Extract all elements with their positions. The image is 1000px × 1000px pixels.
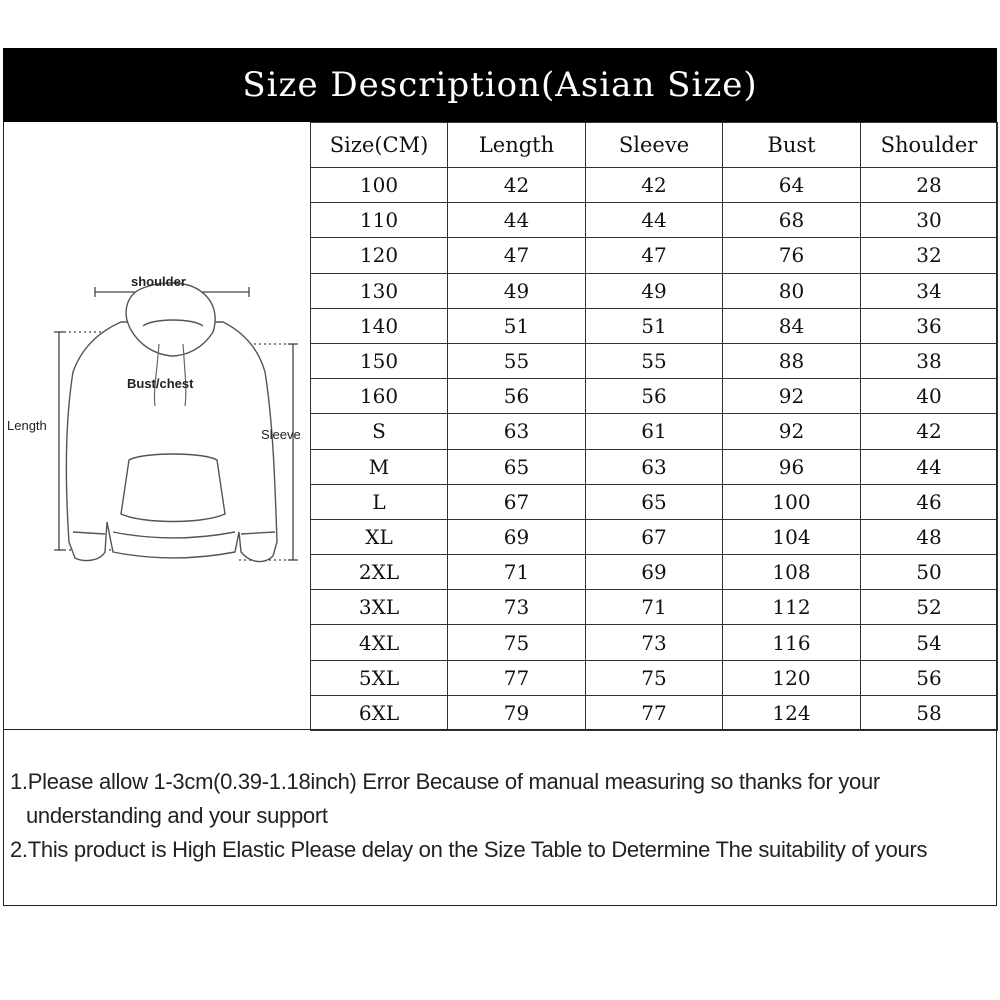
cell-length: 42 <box>448 168 586 203</box>
note-1-continued: understanding and your support <box>26 803 328 828</box>
cell-length: 55 <box>448 343 586 378</box>
sleeve-label: Sleeve <box>261 427 301 442</box>
section-divider <box>3 729 997 730</box>
cell-bust: 108 <box>723 555 861 590</box>
cell-bust: 96 <box>723 449 861 484</box>
cell-shoulder: 34 <box>861 273 998 308</box>
cell-length: 56 <box>448 379 586 414</box>
cell-sleeve: 63 <box>586 449 723 484</box>
cell-sleeve: 42 <box>586 168 723 203</box>
cell-size: 5XL <box>311 660 448 695</box>
cell-sleeve: 69 <box>586 555 723 590</box>
cell-length: 51 <box>448 308 586 343</box>
table-row <box>311 484 998 519</box>
cell-size: XL <box>311 519 448 554</box>
cell-size: 6XL <box>311 695 448 730</box>
cell-length: 44 <box>448 203 586 238</box>
cell-size: 160 <box>311 379 448 414</box>
cell-length: 67 <box>448 484 586 519</box>
cell-size: 3XL <box>311 590 448 625</box>
cell-bust: 92 <box>723 414 861 449</box>
cell-size: 100 <box>311 168 448 203</box>
table-row <box>311 519 998 554</box>
hoodie-diagram <box>3 122 310 730</box>
table-row <box>311 168 998 203</box>
cell-bust: 76 <box>723 238 861 273</box>
table-row <box>311 695 998 730</box>
cell-shoulder: 32 <box>861 238 998 273</box>
table-row <box>311 238 998 273</box>
cell-sleeve: 65 <box>586 484 723 519</box>
cell-shoulder: 52 <box>861 590 998 625</box>
cell-sleeve: 49 <box>586 273 723 308</box>
cell-sleeve: 75 <box>586 660 723 695</box>
cell-shoulder: 58 <box>861 695 998 730</box>
cell-size: 150 <box>311 343 448 378</box>
hoodie-illustration <box>3 122 310 730</box>
page-title <box>3 48 997 122</box>
shoulder-label: shoulder <box>131 274 186 289</box>
header-length: Length <box>448 123 586 168</box>
note-1: 1.Please allow 1-3cm(0.39-1.18inch) Error Because of manual measuring so thanks for your <box>10 769 880 794</box>
cell-bust: 124 <box>723 695 861 730</box>
cell-length: 75 <box>448 625 586 660</box>
header-size: Size(CM) <box>311 123 448 168</box>
cell-shoulder: 56 <box>861 660 998 695</box>
cell-sleeve: 77 <box>586 695 723 730</box>
cell-length: 79 <box>448 695 586 730</box>
cell-shoulder: 30 <box>861 203 998 238</box>
cell-bust: 100 <box>723 484 861 519</box>
table-row <box>311 555 998 590</box>
table-row <box>311 273 998 308</box>
length-label: Length <box>7 418 47 433</box>
cell-sleeve: 51 <box>586 308 723 343</box>
header-shoulder: Shoulder <box>861 123 998 168</box>
table-row <box>311 625 998 660</box>
cell-bust: 68 <box>723 203 861 238</box>
cell-size: S <box>311 414 448 449</box>
table-body <box>311 168 998 731</box>
notes-section <box>10 765 990 867</box>
cell-bust: 92 <box>723 379 861 414</box>
cell-shoulder: 42 <box>861 414 998 449</box>
cell-shoulder: 54 <box>861 625 998 660</box>
cell-size: 130 <box>311 273 448 308</box>
cell-sleeve: 73 <box>586 625 723 660</box>
cell-length: 69 <box>448 519 586 554</box>
cell-bust: 120 <box>723 660 861 695</box>
cell-size: L <box>311 484 448 519</box>
cell-sleeve: 55 <box>586 343 723 378</box>
cell-sleeve: 56 <box>586 379 723 414</box>
cell-shoulder: 44 <box>861 449 998 484</box>
cell-shoulder: 48 <box>861 519 998 554</box>
cell-size: 140 <box>311 308 448 343</box>
note-2: 2.This product is High Elastic Please delay on the Size Table to Determine The suitability of yours <box>10 837 928 862</box>
cell-length: 63 <box>448 414 586 449</box>
cell-length: 71 <box>448 555 586 590</box>
cell-size: M <box>311 449 448 484</box>
cell-sleeve: 67 <box>586 519 723 554</box>
cell-length: 49 <box>448 273 586 308</box>
table-header-row <box>311 123 998 168</box>
cell-size: 2XL <box>311 555 448 590</box>
hoodie-outline <box>66 283 277 562</box>
cell-sleeve: 44 <box>586 203 723 238</box>
cell-sleeve: 61 <box>586 414 723 449</box>
cell-bust: 84 <box>723 308 861 343</box>
cell-shoulder: 46 <box>861 484 998 519</box>
cell-bust: 88 <box>723 343 861 378</box>
cell-sleeve: 71 <box>586 590 723 625</box>
cell-shoulder: 38 <box>861 343 998 378</box>
cell-size: 120 <box>311 238 448 273</box>
cell-length: 73 <box>448 590 586 625</box>
table-row <box>311 660 998 695</box>
cell-sleeve: 47 <box>586 238 723 273</box>
table-row <box>311 379 998 414</box>
cell-shoulder: 36 <box>861 308 998 343</box>
cell-size: 4XL <box>311 625 448 660</box>
bust-label: Bust/chest <box>127 376 194 391</box>
cell-size: 110 <box>311 203 448 238</box>
cell-bust: 80 <box>723 273 861 308</box>
table-row <box>311 203 998 238</box>
cell-bust: 112 <box>723 590 861 625</box>
cell-shoulder: 50 <box>861 555 998 590</box>
header-bust: Bust <box>723 123 861 168</box>
cell-bust: 104 <box>723 519 861 554</box>
table-row <box>311 308 998 343</box>
table-row <box>311 414 998 449</box>
cell-length: 47 <box>448 238 586 273</box>
cell-length: 65 <box>448 449 586 484</box>
cell-bust: 64 <box>723 168 861 203</box>
table-row <box>311 590 998 625</box>
table-row <box>311 343 998 378</box>
cell-length: 77 <box>448 660 586 695</box>
header-sleeve: Sleeve <box>586 123 723 168</box>
size-table <box>310 122 998 731</box>
cell-bust: 116 <box>723 625 861 660</box>
cell-shoulder: 28 <box>861 168 998 203</box>
cell-shoulder: 40 <box>861 379 998 414</box>
table-row <box>311 449 998 484</box>
page-title-text: Size Description(Asian Size) <box>242 65 758 105</box>
